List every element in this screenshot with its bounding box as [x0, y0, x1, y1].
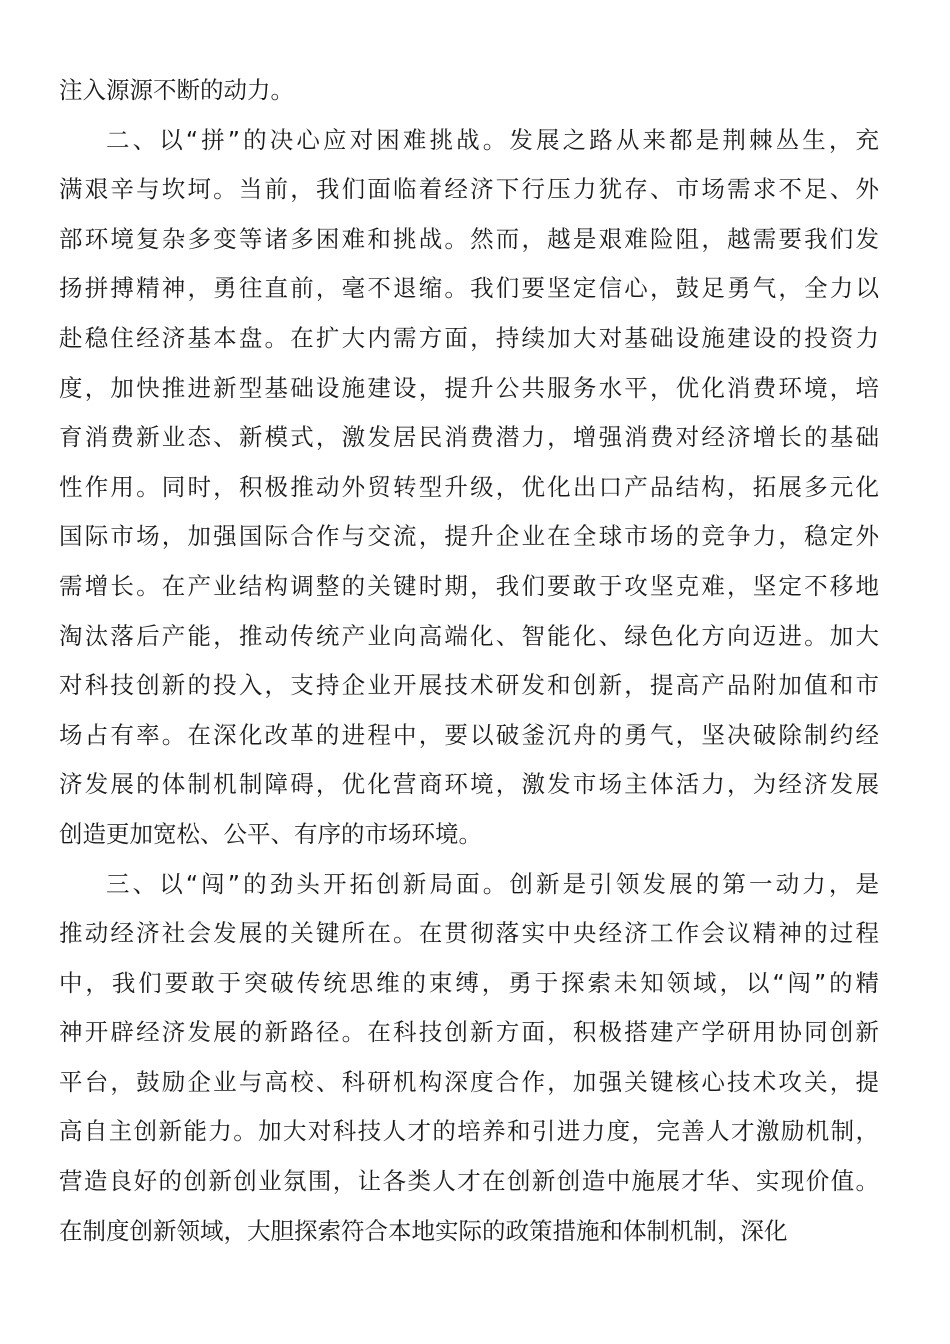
text-line: 场占有率。在深化改革的进程中，要以破釜沉舟的勇气，坚决破除制约经	[59, 720, 879, 749]
text-line: 高自主创新能力。加大对科技人才的培养和引进力度，完善人才激励机制，	[59, 1117, 879, 1146]
paragraph-section-two	[59, 116, 879, 860]
paragraph-continuation	[59, 66, 879, 116]
text-line: 平台，鼓励企业与高校、科研机构深度合作，加强关键核心技术攻关，提	[59, 1067, 879, 1096]
text-line: 在制度创新领域，大胆探索符合本地实际的政策措施和体制机制，深化	[59, 1216, 788, 1245]
text-line: 推动经济社会发展的关键所在。在贯彻落实中央经济工作会议精神的过程	[59, 919, 879, 948]
text-line: 性作用。同时，积极推动外贸转型升级，优化出口产品结构，拓展多元化	[59, 472, 879, 501]
text-line: 神开辟经济发展的新路径。在科技创新方面，积极搭建产学研用协同创新	[59, 1018, 879, 1047]
text-line: 济发展的体制机制障碍，优化营商环境，激发市场主体活力，为经济发展	[59, 770, 879, 799]
text-line: 中，我们要敢于突破传统思维的束缚，勇于探索未知领域，以“闯”的精	[59, 968, 879, 997]
text-line: 三、以“闯”的劲头开拓创新局面。创新是引领发展的第一动力，是	[106, 869, 879, 898]
text-line: 创造更加宽松、公平、有序的市场环境。	[59, 819, 482, 848]
text-line: 营造良好的创新创业氛围，让各类人才在创新创造中施展才华、实现价值。	[59, 1167, 879, 1196]
text-line: 需增长。在产业结构调整的关键时期，我们要敢于攻坚克难，坚定不移地	[59, 571, 879, 600]
text-line: 赴稳住经济基本盘。在扩大内需方面，持续加大对基础设施建设的投资力	[59, 323, 879, 352]
text-line: 育消费新业态、新模式，激发居民消费潜力，增强消费对经济增长的基础	[59, 423, 879, 452]
text-line: 部环境复杂多变等诸多困难和挑战。然而，越是艰难险阻，越需要我们发	[59, 224, 879, 253]
text-line: 度，加快推进新型基础设施建设，提升公共服务水平，优化消费环境，培	[59, 373, 879, 402]
text-line: 扬拼搏精神，勇往直前，毫不退缩。我们要坚定信心，鼓足勇气，全力以	[59, 274, 879, 303]
text-line: 满艰辛与坎坷。当前，我们面临着经济下行压力犹存、市场需求不足、外	[59, 175, 879, 204]
text-line: 对科技创新的投入，支持企业开展技术研发和创新，提高产品附加值和市	[59, 671, 879, 700]
document-body	[59, 66, 879, 1256]
text-line: 二、以“拼”的决心应对困难挑战。发展之路从来都是荆棘丛生，充	[106, 125, 879, 154]
paragraph-section-three	[59, 860, 879, 1257]
text-line: 注入源源不断的动力。	[59, 76, 294, 104]
text-line: 淘汰落后产能，推动传统产业向高端化、智能化、绿色化方向迈进。加大	[59, 621, 879, 650]
text-line: 国际市场，加强国际合作与交流，提升企业在全球市场的竞争力，稳定外	[59, 522, 879, 551]
